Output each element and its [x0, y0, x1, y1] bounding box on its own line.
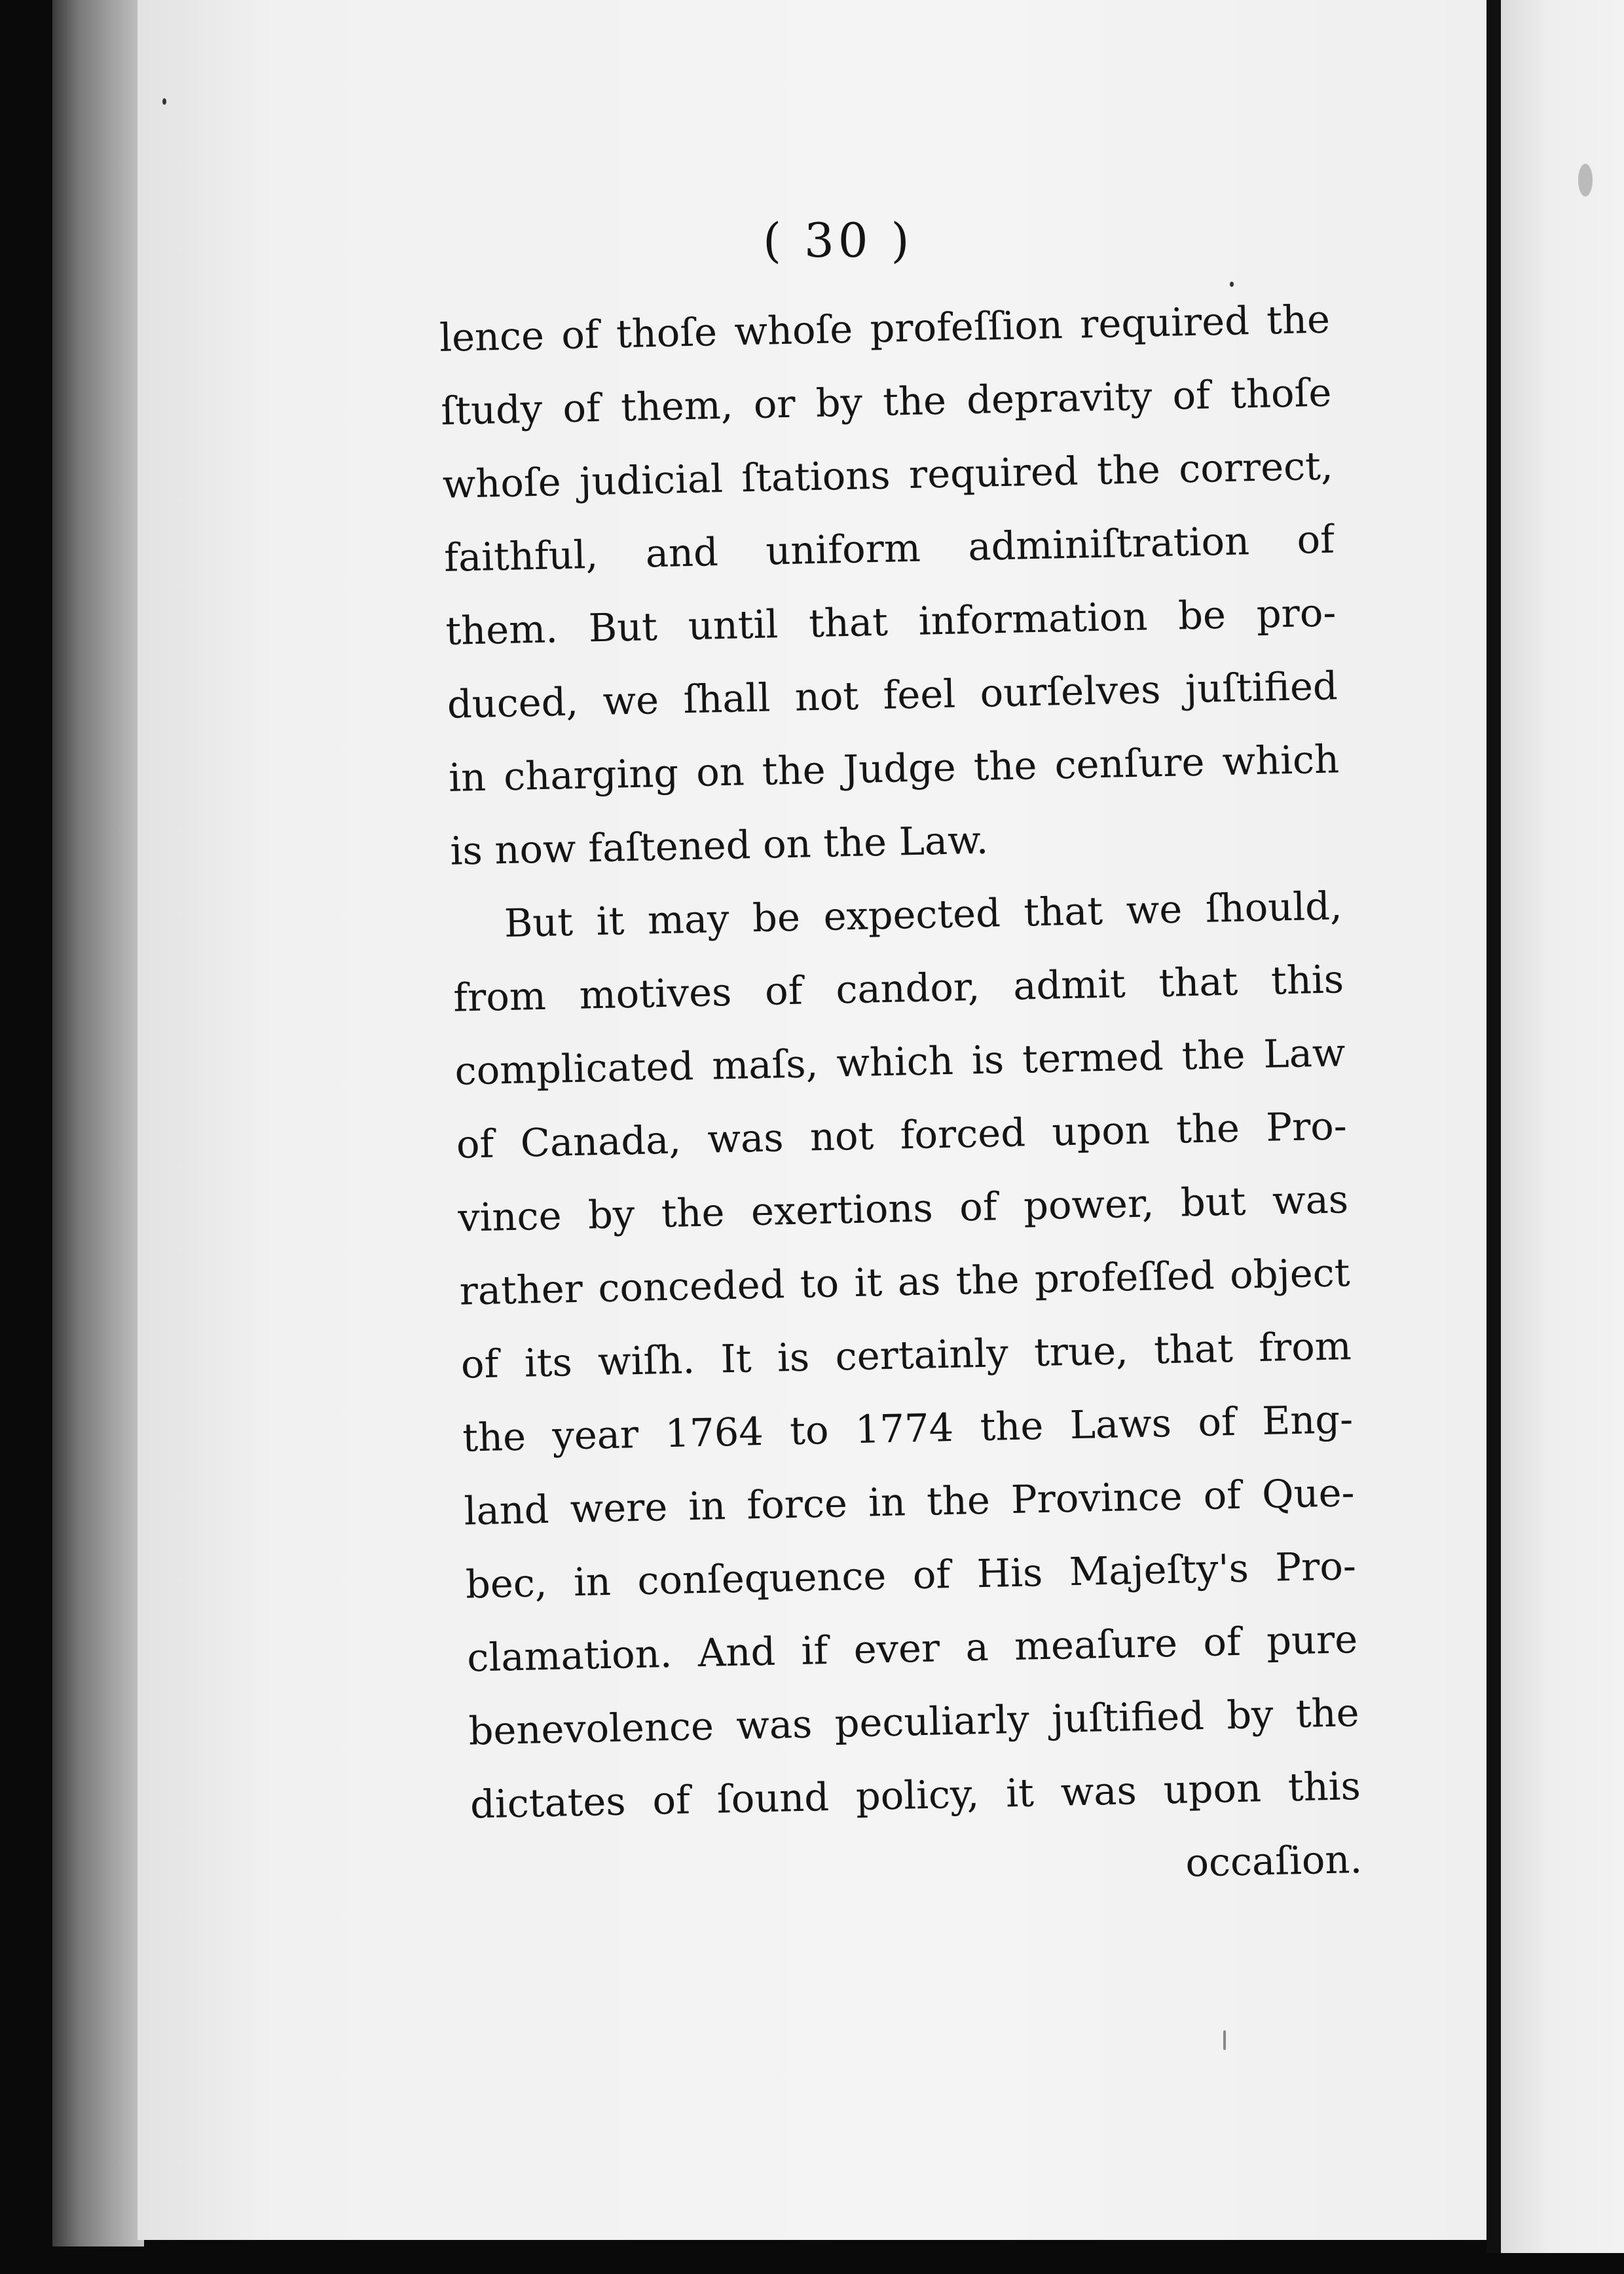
body-text	[439, 283, 1363, 1915]
text-line: benevolence was peculiarly juſtified by the	[468, 1690, 1360, 1754]
book-gutter	[52, 0, 144, 2246]
text-line: whoſe judicial ſtations required the correct,	[442, 443, 1334, 507]
scan-speck	[1230, 282, 1234, 287]
text-line: complicated maſs, which is termed the Law	[454, 1030, 1346, 1094]
text-line: of Canada, was not forced upon the Pro-	[456, 1103, 1348, 1167]
page-number: ( 30 )	[763, 213, 913, 268]
text-line: duced, we ſhall not feel ourſelves juſtified	[447, 663, 1338, 727]
text-line: from motives of candor, admit that this	[452, 956, 1344, 1020]
text-line: land were in force in the Province of Que-	[463, 1470, 1356, 1534]
text-line: occaſion.	[1185, 1836, 1363, 1886]
text-line: lence of thoſe whoſe profeſſion required the	[439, 296, 1331, 360]
text-line: faithful, and uniform adminiſtration of	[443, 516, 1335, 580]
scan-speck	[1578, 164, 1593, 196]
text-line: ſtudy of them, or by the depravity of thoſe	[440, 369, 1332, 434]
text-line: of its wiſh. It is certainly true, that from	[460, 1323, 1352, 1387]
scan-speck	[1223, 2030, 1226, 2050]
page-divider	[1486, 0, 1501, 2253]
text-line: them. But until that information be pro-	[445, 589, 1337, 654]
scan-speck	[162, 98, 166, 105]
text-line: rather conceded to it as the profeſſed object	[458, 1250, 1351, 1314]
text-line: But it may be expected that we ſhould,	[504, 883, 1343, 946]
text-line: the year 1764 to 1774 the Laws of Eng-	[462, 1396, 1354, 1461]
text-line: bec, in conſequence of His Majeſty's Pro-	[465, 1543, 1357, 1607]
text-line: is now faſtened on the Law.	[449, 817, 989, 874]
right-page-edge	[1501, 0, 1624, 2253]
text-line: clamation. And if ever a meaſure of pure	[466, 1616, 1358, 1681]
text-line: in charging on the Judge the cenſure which	[448, 736, 1340, 800]
text-line: vince by the exertions of power, but was	[457, 1176, 1349, 1240]
text-line: dictates of ſound policy, it was upon this	[470, 1763, 1361, 1827]
